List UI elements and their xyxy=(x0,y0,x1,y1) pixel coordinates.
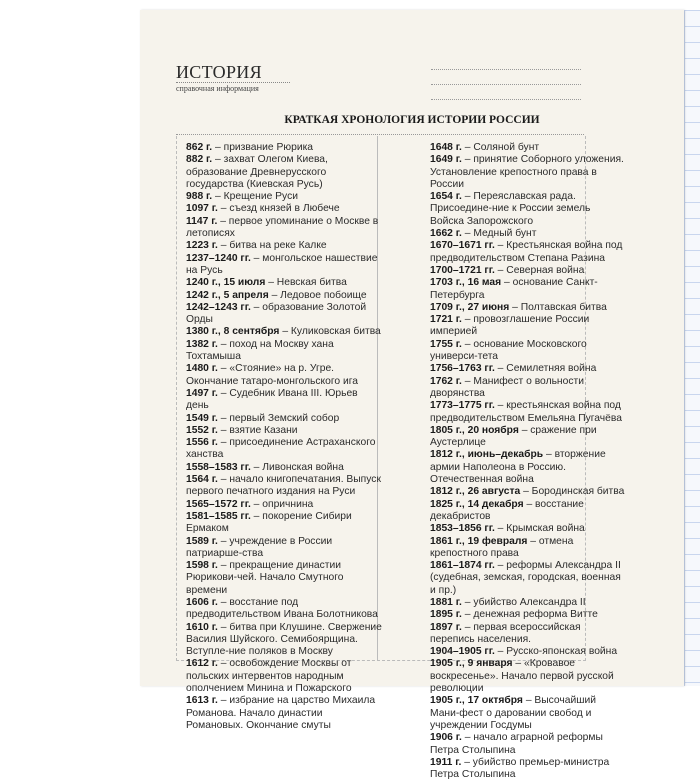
entry-text: – битва на реке Калке xyxy=(217,240,327,252)
chronology-entry xyxy=(186,695,382,732)
chronology-entry xyxy=(186,253,382,278)
entry-date: 1606 г. xyxy=(186,596,218,608)
entry-date: 882 г. xyxy=(186,154,213,166)
entry-text: – основание Московского универси-тета xyxy=(430,338,587,363)
right-column xyxy=(430,142,626,781)
entry-text: – сражение при Аустерлице xyxy=(430,424,597,449)
chronology-entry xyxy=(186,462,382,474)
chronology-entry xyxy=(430,757,626,781)
entry-text: – избрание на царство Михаила Романова. Начало династии Романовых. Окончание смуты xyxy=(186,695,376,731)
entry-text: – принятие Соборного уложения. Установление крепостного права в России xyxy=(430,154,624,190)
entry-date: 1147 г. xyxy=(186,215,218,227)
entry-date: 1773–1775 гг. xyxy=(430,400,495,412)
entry-date: 1552 г. xyxy=(186,424,218,436)
chronology-entry xyxy=(186,499,382,511)
entry-text: – Ливонская война xyxy=(250,461,344,473)
chronology-entry xyxy=(430,449,626,486)
entry-text: – Соляной бунт xyxy=(461,142,540,153)
entry-date: 1881 г. xyxy=(430,596,462,608)
chronology-entry xyxy=(430,363,626,375)
chronology-entry xyxy=(186,413,382,425)
entry-text: – монгольское нашествие на Русь xyxy=(186,252,378,276)
entry-date: 1549 г. xyxy=(186,412,218,424)
entry-date: 1610 г. xyxy=(186,621,218,633)
entry-text: – прекращение династии Рюрикови-чей. Начало Смутного времени xyxy=(186,560,344,596)
chronology-entry xyxy=(186,277,382,289)
chronology-entry xyxy=(186,388,382,413)
chronology-entry xyxy=(186,597,382,622)
entry-text: – покорение Сибири Ермаком xyxy=(186,510,352,535)
chronology-entry xyxy=(430,658,626,695)
chronology-entry xyxy=(430,560,626,597)
entry-text: – битва при Клушине. Свержение Василия Шуйского. Семибоярщина. Вступле-ние поляков в Москву xyxy=(186,621,382,658)
chronology-entry xyxy=(186,658,382,695)
entry-date: 1762 г. xyxy=(430,375,462,387)
chronology-entry xyxy=(430,314,626,339)
entry-date: 1805 г., 20 ноября xyxy=(430,424,519,436)
header-title: ИСТОРИЯ xyxy=(176,62,262,82)
chronology-entry xyxy=(186,290,382,302)
entry-date: 1564 г. xyxy=(186,474,218,486)
entry-text: – Куликовская битва xyxy=(279,326,381,338)
chronology-entry xyxy=(430,265,626,277)
header-subtitle: справочная информация xyxy=(176,84,259,93)
entry-text: – убийство премьер-министра Петра Столыпина xyxy=(430,756,610,781)
entry-date: 1861 г., 19 февраля xyxy=(430,535,528,547)
chronology-entry xyxy=(186,142,382,154)
entry-date: 1906 г. xyxy=(430,732,462,744)
entry-date: 862 г. xyxy=(186,142,213,153)
entry-text: – начало книгопечатания. Выпуск первого печатного издания на Руси xyxy=(186,474,381,498)
entry-date: 1240 г., 15 июля xyxy=(186,277,266,289)
entry-text: – реформы Александра II (судебная, земская, городская, военная и пр.) xyxy=(430,560,621,596)
entry-date: 1497 г. xyxy=(186,387,218,399)
header-underline xyxy=(176,82,290,83)
entry-date: 988 г. xyxy=(186,191,213,203)
entry-date: 1612 г. xyxy=(186,658,218,670)
entry-text: – основание Санкт-Петербурга xyxy=(430,277,598,301)
entry-date: 1756–1763 гг. xyxy=(430,363,495,375)
entry-text: – образование Золотой Орды xyxy=(186,301,367,326)
chronology-entry xyxy=(430,376,626,401)
chronology-entry xyxy=(430,191,626,228)
chronology-entry xyxy=(186,240,382,252)
entry-date: 1556 г. xyxy=(186,437,218,449)
entry-date: 1755 г. xyxy=(430,338,462,350)
entry-text: – Переяславская рада. Присоедине-ние к России земель Войска Запорожского xyxy=(430,191,591,227)
entry-text: – присоединение Астраханского ханства xyxy=(186,437,376,461)
chronology-entry xyxy=(430,597,626,609)
entry-text: – провозглашение России империей xyxy=(430,314,590,338)
entry-date: 1598 г. xyxy=(186,560,218,572)
chronology-entry xyxy=(186,302,382,327)
entry-text: – «Стояние» на р. Угре. Окончание татаро-монгольского ига xyxy=(186,363,358,387)
write-line-1 xyxy=(431,69,581,70)
entry-date: 1897 г. xyxy=(430,621,462,633)
entry-text: – захват Олегом Киева, образование Древнерусского государства (Киевская Русь) xyxy=(186,154,328,190)
entry-date: 1581–1585 гг. xyxy=(186,510,251,522)
entry-text: – Полтавская битва xyxy=(509,301,607,313)
entry-text: – Крещение Руси xyxy=(212,191,298,203)
entry-text: – Судебник Ивана III. Юрьев день xyxy=(186,387,358,412)
entry-date: 1654 г. xyxy=(430,191,462,203)
entry-date: 1905 г., 9 января xyxy=(430,658,513,670)
entry-text: – Невская битва xyxy=(265,277,347,289)
chronology-entry xyxy=(186,622,382,659)
entry-text: – первое упоминание о Москве в летописях xyxy=(186,215,379,240)
entry-text: – вторжение армии Наполеона в Россию. Отечественная война xyxy=(430,449,606,486)
chronology-entry xyxy=(430,695,626,732)
entry-text: – денежная реформа Витте xyxy=(461,609,598,621)
entry-date: 1649 г. xyxy=(430,154,462,166)
chronology-entry xyxy=(430,400,626,425)
entry-date: 1700–1721 гг. xyxy=(430,264,495,276)
chronology-entry xyxy=(186,326,382,338)
entry-text: – крестьянская война под предводительством Емельяна Пугачёва xyxy=(430,400,622,424)
entry-text: – Семилетняя война xyxy=(494,363,597,375)
write-line-2 xyxy=(431,84,581,85)
chronology-entry xyxy=(186,560,382,597)
title-divider xyxy=(176,134,584,135)
chronology-entry xyxy=(430,523,626,535)
entry-date: 1895 г. xyxy=(430,609,462,621)
entry-text: – съезд князей в Любече xyxy=(217,203,340,215)
chronology-entry xyxy=(430,142,626,154)
write-line-3 xyxy=(431,99,581,100)
entry-date: 1480 г. xyxy=(186,363,218,375)
chronology-entry xyxy=(430,302,626,314)
entry-date: 1861–1874 гг. xyxy=(430,560,495,572)
chronology-entry xyxy=(186,191,382,203)
entry-date: 1703 г., 16 мая xyxy=(430,277,502,289)
chronology-entry xyxy=(186,363,382,388)
chronology-entry xyxy=(186,425,382,437)
chronology-entry xyxy=(186,536,382,561)
chronology-entry xyxy=(186,511,382,536)
chronology-entry xyxy=(186,154,382,191)
entry-date: 1558–1583 гг. xyxy=(186,461,251,473)
chronology-entry xyxy=(186,216,382,241)
entry-text: – опричнина xyxy=(250,498,314,510)
entry-date: 1242–1243 гг. xyxy=(186,301,251,313)
chronology-entry xyxy=(186,437,382,462)
entry-date: 1904–1905 гг. xyxy=(430,646,495,658)
chronology-entry xyxy=(430,425,626,450)
entry-date: 1097 г. xyxy=(186,203,218,215)
chronology-entry xyxy=(430,228,626,240)
entry-text: – убийство Александра II xyxy=(461,596,586,608)
entry-date: 1670–1671 гг. xyxy=(430,240,495,252)
chronology-entry xyxy=(186,339,382,364)
left-column xyxy=(186,142,382,732)
entry-date: 1812 г., 26 августа xyxy=(430,486,521,498)
reference-page xyxy=(140,10,684,781)
chronology-entry xyxy=(430,154,626,191)
entry-text: – поход на Москву хана Тохтамыша xyxy=(186,338,334,363)
chronology-entry xyxy=(430,499,626,524)
grid-paper-edge xyxy=(684,10,700,686)
entry-date: 1812 г., июнь–декабрь xyxy=(430,449,544,461)
chronology-entry xyxy=(430,339,626,364)
entry-text: – освобождение Москвы от польских интервентов народным ополчением Минина и Пожарского xyxy=(186,658,352,695)
chronology-entry xyxy=(430,646,626,658)
entry-text: – Манифест о вольности дворянства xyxy=(430,375,584,399)
chronology-entry xyxy=(186,474,382,499)
entry-date: 1565–1572 гг. xyxy=(186,498,251,510)
entry-text: – «Кровавое воскресенье». Начало первой русской революции xyxy=(430,658,614,695)
entry-text: – Медный бунт xyxy=(461,228,537,240)
entry-date: 1853–1856 гг. xyxy=(430,523,495,535)
entry-text: – первый Земский собор xyxy=(217,412,340,424)
entry-text: – Высочайший Мани-фест о даровании свобод и учреждении Госдумы xyxy=(430,695,597,731)
entry-text: – Ледовое побоище xyxy=(268,289,367,301)
entry-date: 1589 г. xyxy=(186,535,218,547)
entry-date: 1237–1240 гг. xyxy=(186,252,251,264)
chronology-entry xyxy=(430,277,626,302)
entry-date: 1721 г. xyxy=(430,314,462,326)
entry-text: – начало аграрной реформы Петра Столыпина xyxy=(430,732,603,756)
entry-date: 1662 г. xyxy=(430,228,462,240)
entry-text: – призвание Рюрика xyxy=(212,142,314,153)
entry-text: – Крестьянская война под предводительством Степана Разина xyxy=(430,240,623,264)
entry-date: 1709 г., 27 июня xyxy=(430,301,510,313)
entry-text: – Крымская война xyxy=(494,523,585,535)
entry-text: – взятие Казани xyxy=(217,424,298,436)
entry-text: – Русско-японская война xyxy=(494,646,618,658)
entry-text: – восстание под предводительством Ивана Болотникова xyxy=(186,596,378,621)
chronology-entry xyxy=(430,609,626,621)
entry-date: 1613 г. xyxy=(186,695,218,707)
chronology-entry xyxy=(430,732,626,757)
entry-text: – Северная война xyxy=(494,264,585,276)
chronology-entry xyxy=(430,240,626,265)
document-title: КРАТКАЯ ХРОНОЛОГИЯ ИСТОРИИ РОССИИ xyxy=(284,114,540,126)
entry-date: 1382 г. xyxy=(186,338,218,350)
entry-date: 1825 г., 14 декабря xyxy=(430,498,524,510)
entry-date: 1242 г., 5 апреля xyxy=(186,289,269,301)
entry-date: 1905 г., 17 октября xyxy=(430,695,523,707)
chronology-entry xyxy=(430,622,626,647)
chronology-entry xyxy=(430,486,626,498)
entry-date: 1911 г. xyxy=(430,756,462,768)
chronology-entry xyxy=(430,536,626,561)
entry-text: – учреждение в России патриарше-ства xyxy=(186,535,333,559)
entry-text: – первая всероссийская перепись населения. xyxy=(430,621,581,645)
entry-text: – отмена крепостного права xyxy=(430,535,574,559)
chronology-entry xyxy=(186,203,382,215)
entry-text: – Бородинская битва xyxy=(520,486,625,498)
entry-text: – восстание декабристов xyxy=(430,498,584,522)
entry-date: 1648 г. xyxy=(430,142,462,153)
entry-date: 1380 г., 8 сентября xyxy=(186,326,280,338)
entry-date: 1223 г. xyxy=(186,240,218,252)
